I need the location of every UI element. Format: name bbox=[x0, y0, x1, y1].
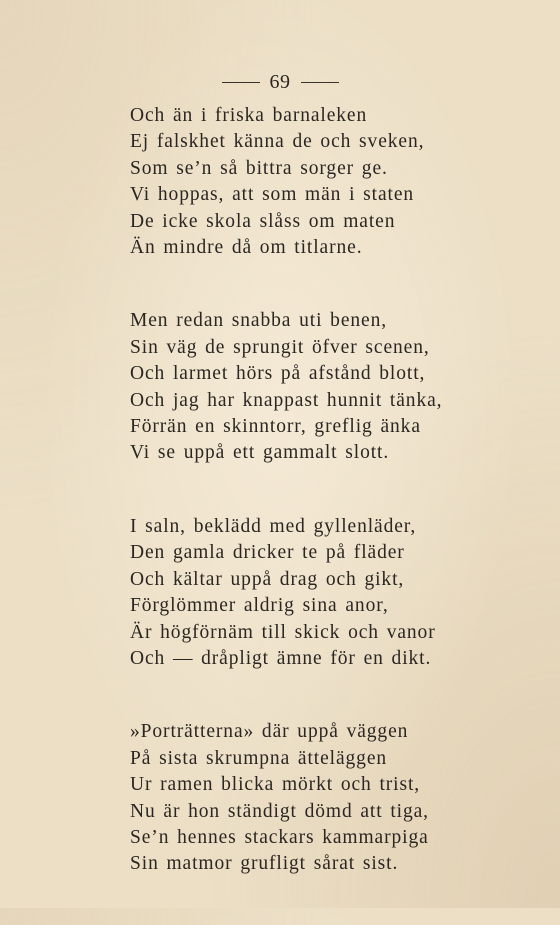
poem bbox=[130, 103, 550, 925]
poem-line: Än mindre då om titlarne. bbox=[130, 237, 363, 259]
stanza-1 bbox=[130, 103, 550, 261]
poem-line: Förrän en skinntorr, greflig änka bbox=[130, 416, 421, 438]
poem-line: På sista skrumpna ätteläggen bbox=[130, 747, 388, 769]
poem-line: Sin matmor grufligt sårat sist. bbox=[130, 853, 399, 875]
poem-line: Och än i friska barnaleken bbox=[130, 105, 368, 126]
poem-line: De icke skola slåss om maten bbox=[130, 210, 396, 232]
poem-line: Den gamla dricker te på fläder bbox=[130, 542, 405, 564]
poem-line: Ur ramen blicka mörkt och trist, bbox=[130, 774, 421, 796]
poem-line: Och larmet hörs på afstånd blott, bbox=[130, 363, 426, 385]
poem-line: Och — dråpligt ämne för en dikt. bbox=[130, 647, 432, 669]
header-rule-right bbox=[301, 82, 339, 83]
page-number: 69 bbox=[269, 71, 291, 93]
stanza-3 bbox=[130, 514, 550, 672]
poem-line: Sin väg de sprungit öfver scenen, bbox=[130, 336, 430, 358]
poem-line: Se’n hennes stackars kammarpiga bbox=[130, 826, 429, 848]
poem-line: I saln, beklädd med gyllenläder, bbox=[130, 515, 417, 537]
poem-line: Och kältar uppå drag och gikt, bbox=[130, 568, 405, 590]
poem-line: Vi hoppas, att som män i staten bbox=[130, 184, 415, 206]
poem-line: Ej falskhet känna de och sveken, bbox=[130, 131, 425, 153]
poem-line: Vi se uppå ett gammalt slott. bbox=[130, 442, 390, 464]
poem-line: Som se’n så bittra sorger ge. bbox=[130, 157, 388, 179]
page-header bbox=[0, 70, 560, 94]
poem-line: Nu är hon ständigt dömd att tiga, bbox=[130, 800, 429, 822]
poem-line: Men redan snabba uti benen, bbox=[130, 310, 388, 332]
header-rule-left bbox=[222, 82, 260, 83]
stanza-2 bbox=[130, 308, 550, 466]
poem-line: »Porträtterna» där uppå väggen bbox=[130, 721, 409, 743]
poem-line: Är högförnäm till skick och vanor bbox=[130, 621, 436, 643]
poem-line: Förglömmer aldrig sina anor, bbox=[130, 595, 389, 617]
stanza-4 bbox=[130, 719, 550, 877]
poem-line: Och jag har knappast hunnit tänka, bbox=[130, 389, 443, 411]
